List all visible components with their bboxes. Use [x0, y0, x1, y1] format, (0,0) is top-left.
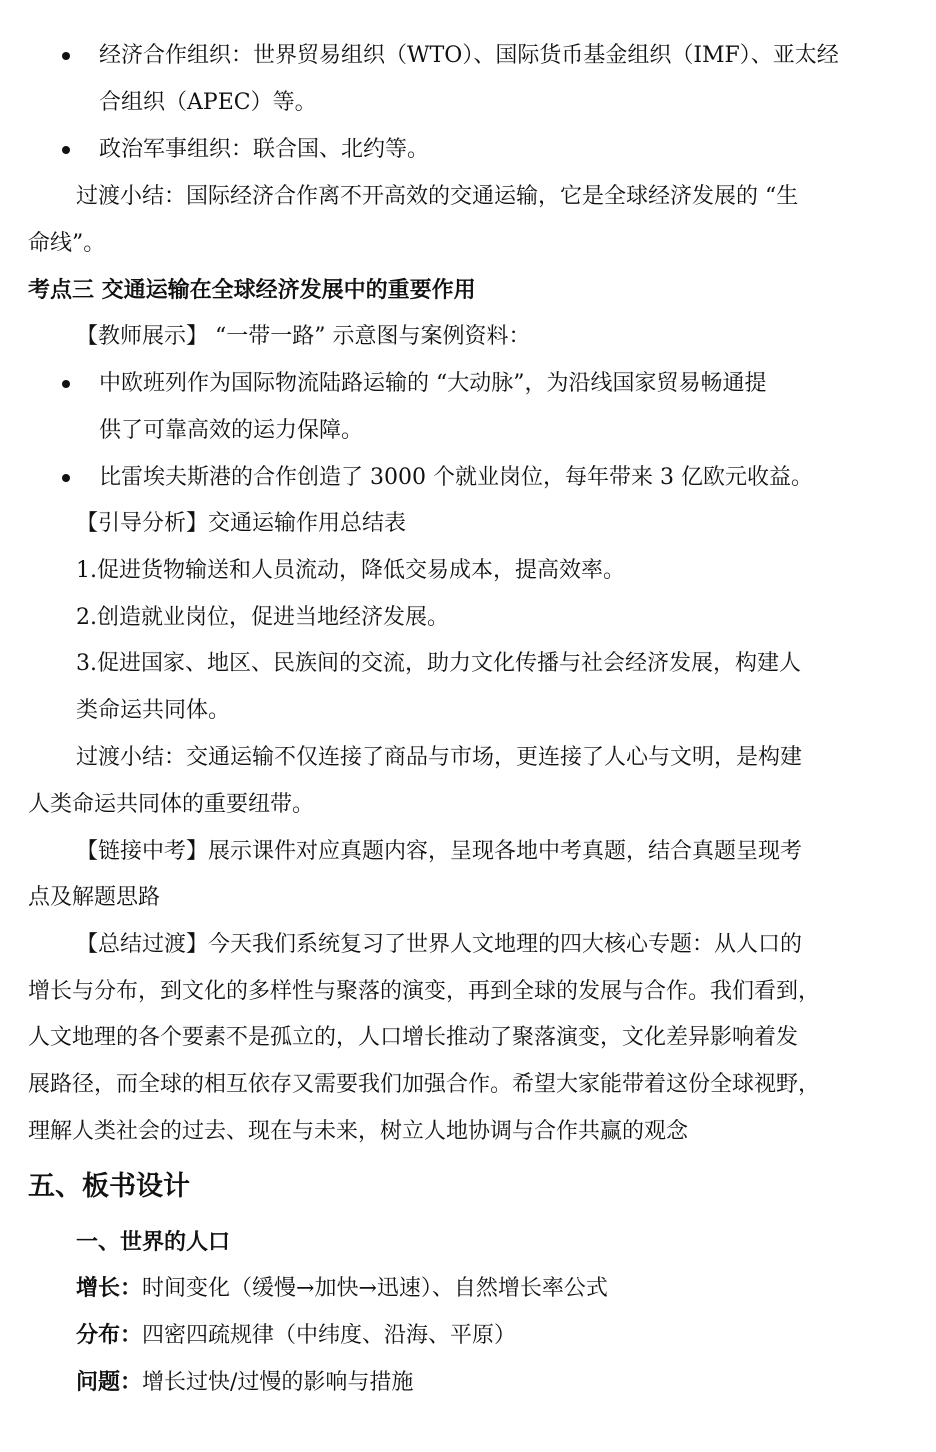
guide-analysis: 【引导分析】交通运输作用总结表: [76, 511, 407, 536]
bullet-case-1-line1: 中欧班列作为国际物流陆路运输的 “大动脉”，为沿线国家贸易畅通提: [99, 371, 767, 396]
board-row-label: 问题：: [76, 1369, 143, 1395]
bullet-org-1-line1: 经济合作组织：世界贸易组织（WTO）、国际货币基金组织（IMF）、亚太经: [99, 43, 839, 68]
summary-line-1: 【总结过渡】今天我们系统复习了世界人文地理的四大核心专题：从人口的: [76, 932, 803, 957]
board-row-label: 分布：: [76, 1322, 143, 1348]
board-row-problem: [0, 1366, 936, 1399]
board-row-distribution: [0, 1319, 936, 1352]
section-3-title: 考点三 交通运输在全球经济发展中的重要作用: [28, 277, 476, 303]
transition-1-line1: 过渡小结：国际经济合作离不开高效的交通运输，它是全球经济发展的 “生: [76, 184, 799, 209]
summary-line-2: 增长与分布，到文化的多样性与聚落的演变，再到全球的发展与合作。我们看到，: [28, 979, 821, 1004]
bullet-org-1-line2: 合组织（APEC）等。: [99, 90, 317, 115]
transition-2-line2: 人类命运共同体的重要纽带。: [28, 792, 315, 817]
item-3-line1: 3.促进国家、地区、民族间的交流，助力文化传播与社会经济发展，构建人: [76, 651, 801, 676]
board-row-growth: [0, 1272, 936, 1305]
transition-1-line2: 命线”。: [28, 231, 106, 256]
item-1: 1.促进货物输送和人员流动，降低交易成本，提高效率。: [76, 558, 625, 583]
exam-link-line2: 点及解题思路: [28, 885, 161, 910]
summary-line-3: 人文地理的各个要素不是孤立的，人口增长推动了聚落演变，文化差异影响着发: [28, 1025, 799, 1050]
transition-2-line1: 过渡小结：交通运输不仅连接了商品与市场，更连接了人心与文明，是构建: [76, 745, 803, 770]
bullet-case-2: 比雷埃夫斯港的合作创造了 3000 个就业岗位，每年带来 3 亿欧元收益。: [99, 465, 813, 490]
board-row-label: 增长：: [76, 1275, 143, 1301]
board-heading: 一、世界的人口: [76, 1229, 231, 1255]
item-2: 2.创造就业岗位，促进当地经济发展。: [76, 605, 449, 630]
board-row-text: 增长过快/过慢的影响与措施: [142, 1370, 414, 1395]
bullet-org-2: 政治军事组织：联合国、北约等。: [99, 137, 430, 162]
board-row-text: 四密四疏规律（中纬度、沿海、平原）: [142, 1323, 517, 1348]
summary-line-4: 展路径，而全球的相互依存又需要我们加强合作。希望大家能带着这份全球视野，: [28, 1072, 821, 1097]
exam-link-line1: 【链接中考】展示课件对应真题内容，呈现各地中考真题，结合真题呈现考: [76, 839, 803, 864]
summary-line-5: 理解人类社会的过去、现在与未来，树立人地协调与合作共赢的观念: [28, 1119, 689, 1144]
section-5-title: 五、板书设计: [28, 1171, 190, 1202]
teacher-show: 【教师展示】 “一带一路” 示意图与案例资料：: [76, 324, 531, 349]
board-row-text: 时间变化（缓慢→加快→迅速）、自然增长率公式: [142, 1276, 608, 1301]
bullet-case-1-line2: 供了可靠高效的运力保障。: [99, 418, 364, 443]
item-3-line2: 类命运共同体。: [76, 698, 231, 723]
